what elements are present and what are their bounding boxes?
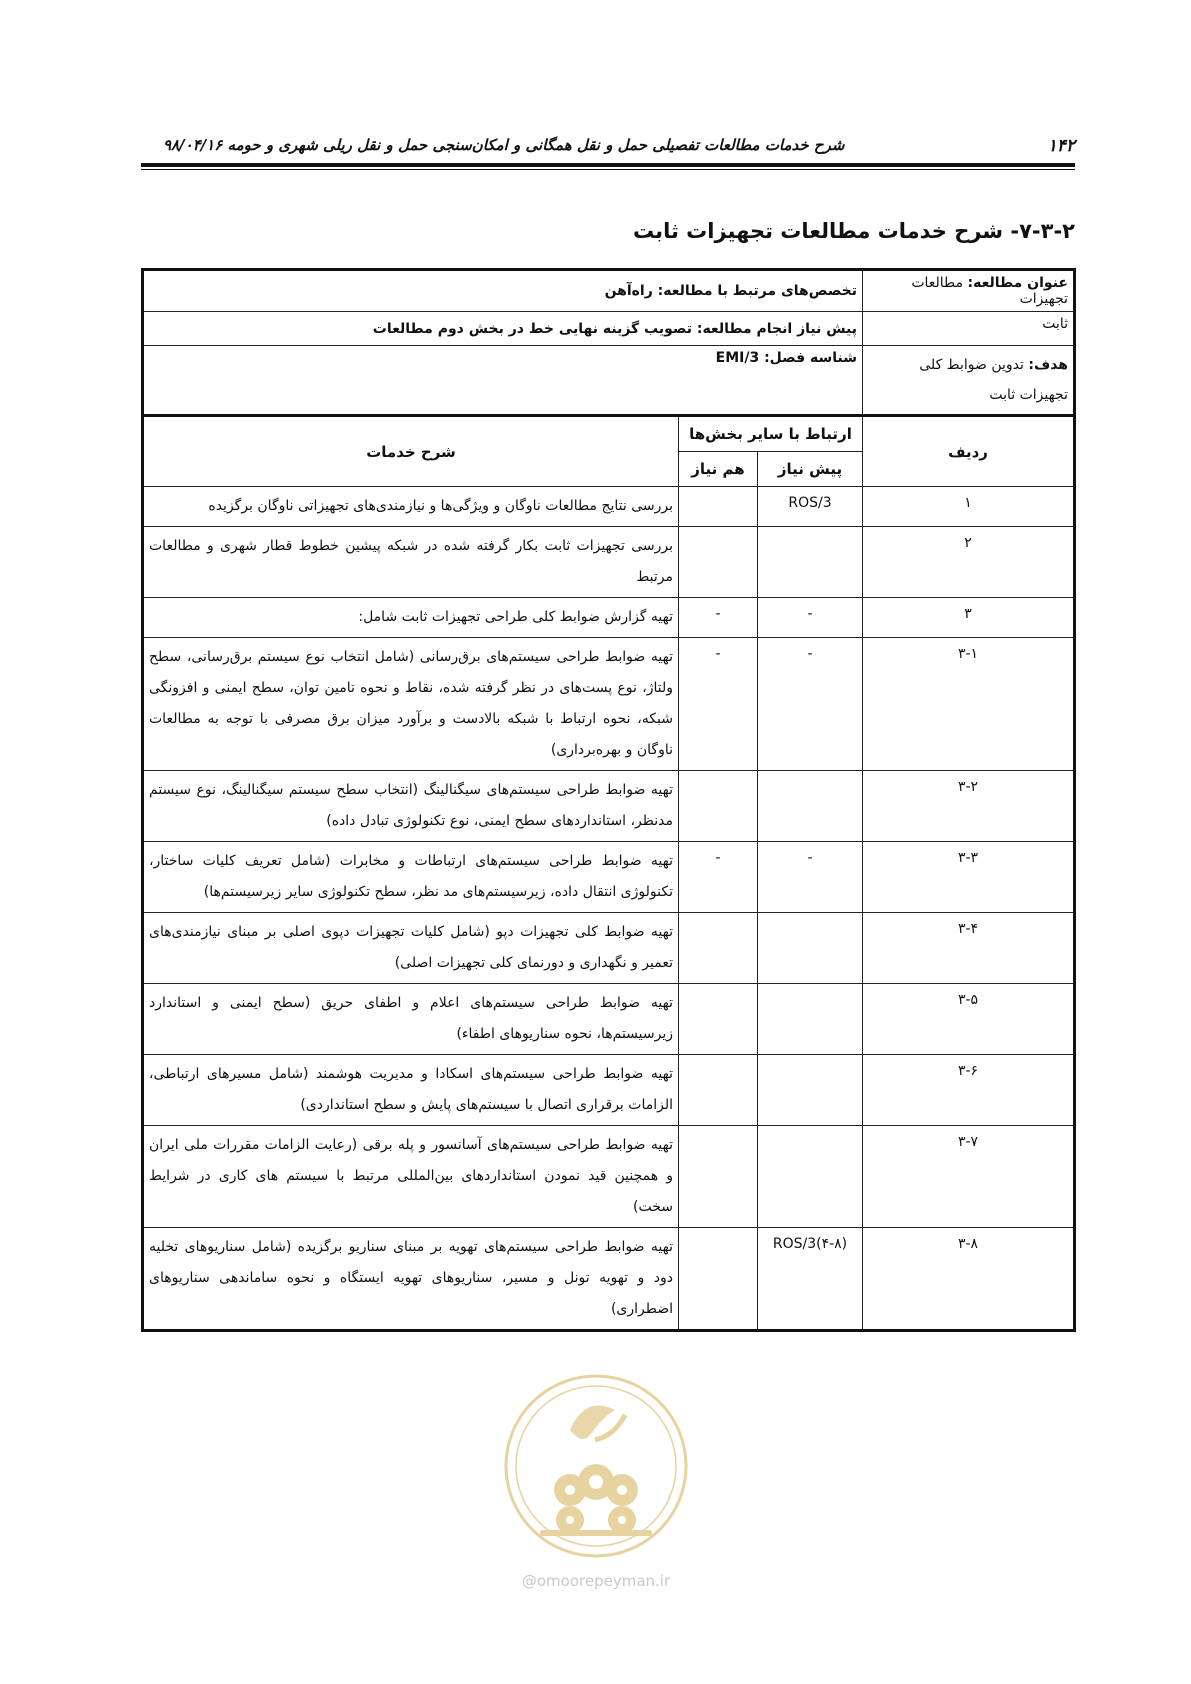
description-cell: تهیه ضوابط کلی تجهیزات دپو (شامل کلیات تجهیزات دپوی اصلی بر مبنای نیازمندی‌های تعمیر و نگهداری و دورنمای کلی تجهیزات اصلی)	[143, 913, 679, 984]
description-cell: تهیه ضوابط طراحی سیستم‌های ارتباطات و مخابرات (شامل تعریف کلیات ساختار، تکنولوژی انتقال داده، زیرسیستم‌های مد نظر، سطح تکنولوژی سایر زیرسیستم‌ها)	[143, 842, 679, 913]
table-row	[143, 527, 1075, 598]
related-cell	[143, 270, 863, 312]
section-title: ۷-۳-۲- شرح خدمات مطالعات تجهیزات ثابت	[632, 219, 1075, 243]
corequisite-cell	[679, 1055, 758, 1126]
col-prerequisite-header: پیش نیاز	[758, 452, 863, 487]
meta-row-title	[143, 270, 1075, 312]
goal-value2: تجهیزات ثابت	[989, 387, 1068, 403]
services-table	[141, 268, 1076, 1332]
table-row	[143, 487, 1075, 527]
running-title-text: شرح خدمات مطالعات تفصیلی حمل و نقل همگانی و امکان‌سنجی حمل و نقل ریلی شهری و حومه	[227, 136, 845, 154]
table-row	[143, 1126, 1075, 1228]
prerequisite-cell	[758, 984, 863, 1055]
table-row	[143, 913, 1075, 984]
row-number-cell: ۳-۱	[863, 638, 1075, 771]
prereq-value: تصویب گزینه نهایی خط در بخش دوم مطالعات	[372, 320, 692, 337]
corequisite-cell: -	[679, 598, 758, 638]
col-relation-header: ارتباط با سایر بخش‌ها	[679, 416, 863, 452]
row-number-cell: ۳-۶	[863, 1055, 1075, 1126]
table-row	[143, 984, 1075, 1055]
description-cell: بررسی تجهیزات ثابت بکار گرفته شده در شبکه پیشین خطوط قطار شهری و مطالعات مرتبط	[143, 527, 679, 598]
study-title-cont-cell	[863, 312, 1075, 346]
description-cell: تهیه ضوابط طراحی سیستم‌های تهویه بر مبنای سناریو برگزیده (شامل سناریوهای تخلیه دود و تهویه تونل و مسیر، سناریوهای تهویه ایستگاه و نحوه ساماندهی سناریوهای اضطراری)	[143, 1228, 679, 1331]
table-row	[143, 842, 1075, 913]
table-row	[143, 598, 1075, 638]
row-number-cell: ۳	[863, 598, 1075, 638]
table-row	[143, 771, 1075, 842]
study-title-value: مطالعات تجهیزات	[911, 275, 1068, 307]
col-row-header: ردیف	[863, 416, 1075, 487]
chapter-label: شناسه فصل:	[764, 350, 857, 366]
corequisite-cell	[679, 913, 758, 984]
description-cell: تهیه ضوابط طراحی سیستم‌های سیگنالینگ (انتخاب سطح سیستم سیگنالینگ، نوع سیستم مدنظر، استانداردهای سطح ایمنی، نوع تکنولوژی تبادل داده)	[143, 771, 679, 842]
description-cell: تهیه ضوابط طراحی سیستم‌های اسکادا و مدیریت هوشمند (شامل مسیرهای ارتباطی، الزامات برقراری اتصال با سیستم‌های پایش و سطح استانداردی)	[143, 1055, 679, 1126]
prerequisite-cell	[758, 1055, 863, 1126]
related-value: راه‌آهن	[604, 283, 653, 299]
study-title-value2: ثابت	[1042, 316, 1068, 332]
chapter-cell	[143, 346, 863, 416]
goal-value: تدوین ضوابط کلی	[919, 357, 1024, 373]
watermark-logo	[500, 1370, 692, 1562]
corequisite-cell: -	[679, 638, 758, 771]
corequisite-cell	[679, 1228, 758, 1331]
goal-label: هدف:	[1028, 357, 1068, 373]
header-rule-thick	[141, 163, 1075, 167]
header-date: ۹۸/۰۴/۱۶	[163, 136, 223, 154]
description-cell: بررسی نتایج مطالعات ناوگان و ویژگی‌ها و نیازمندی‌های تجهیزاتی ناوگان برگزیده	[143, 487, 679, 527]
corequisite-cell: -	[679, 842, 758, 913]
col-description-header: شرح خدمات	[143, 416, 679, 487]
table-row	[143, 638, 1075, 771]
description-cell: تهیه ضوابط طراحی سیستم‌های اعلام و اطفای حریق (سطح ایمنی و استاندارد زیرسیستم‌ها، نحوه سناریوهای اطفاء)	[143, 984, 679, 1055]
table-body	[143, 487, 1075, 1331]
row-number-cell: ۱	[863, 487, 1075, 527]
header-rule-thin	[141, 169, 1075, 170]
row-number-cell: ۳-۴	[863, 913, 1075, 984]
row-number-cell: ۳-۲	[863, 771, 1075, 842]
prerequisite-cell: -	[758, 842, 863, 913]
chapter-value: EMI/3	[715, 350, 760, 366]
study-title-cell	[863, 270, 1075, 312]
row-number-cell: ۲	[863, 527, 1075, 598]
prerequisite-cell: -	[758, 638, 863, 771]
description-cell: تهیه ضوابط طراحی سیستم‌های آسانسور و پله برقی (رعایت الزامات مقررات ملی ایران و همچنین قید نمودن استانداردهای بین‌المللی مرتبط با سیستم های کاری در شرایط سخت)	[143, 1126, 679, 1228]
row-number-cell: ۳-۵	[863, 984, 1075, 1055]
meta-row-prereq	[143, 312, 1075, 346]
corequisite-cell	[679, 771, 758, 842]
prerequisite-cell: ROS/3(۴-۸)	[758, 1228, 863, 1331]
table-row	[143, 1055, 1075, 1126]
corequisite-cell	[679, 1126, 758, 1228]
prerequisite-cell	[758, 913, 863, 984]
corequisite-cell	[679, 527, 758, 598]
column-header-row-1	[143, 416, 1075, 452]
page-header	[141, 128, 1075, 168]
corequisite-cell	[679, 984, 758, 1055]
meta-row-goal	[143, 346, 1075, 416]
col-corequisite-header: هم نیاز	[679, 452, 758, 487]
prerequisite-cell	[758, 771, 863, 842]
prerequisite-cell: ROS/3	[758, 487, 863, 527]
row-number-cell: ۳-۸	[863, 1228, 1075, 1331]
table-row	[143, 1228, 1075, 1331]
row-number-cell: ۳-۳	[863, 842, 1075, 913]
corequisite-cell	[679, 487, 758, 527]
row-number-cell: ۳-۷	[863, 1126, 1075, 1228]
related-label: تخصص‌های مرتبط با مطالعه:	[657, 283, 857, 299]
prereq-cell	[143, 312, 863, 346]
study-title-label: عنوان مطالعه:	[967, 275, 1068, 291]
prerequisite-cell	[758, 527, 863, 598]
prerequisite-cell	[758, 1126, 863, 1228]
page-number: ۱۴۲	[1047, 136, 1075, 156]
goal-cell	[863, 346, 1075, 416]
description-cell: تهیه ضوابط طراحی سیستم‌های برق‌رسانی (شامل انتخاب نوع سیستم برق‌رسانی، سطح ولتاژ، نوع پست‌های در نظر گرفته شده، نقاط و نحوه تامین توان، سطح ایمنی و افزونگی شبکه، نحوه ارتباط با شبکه بالادست و برآورد میزان برق مصرفی با توجه به مطالعات ناوگان و بهره‌برداری)	[143, 638, 679, 771]
prerequisite-cell: -	[758, 598, 863, 638]
prereq-label: پیش نیاز انجام مطالعه:	[696, 320, 857, 337]
watermark-text: @omoorepeyman.ir	[521, 1572, 671, 1590]
running-title	[141, 136, 844, 154]
description-cell: تهیه گزارش ضوابط کلی طراحی تجهیزات ثابت شامل:	[143, 598, 679, 638]
